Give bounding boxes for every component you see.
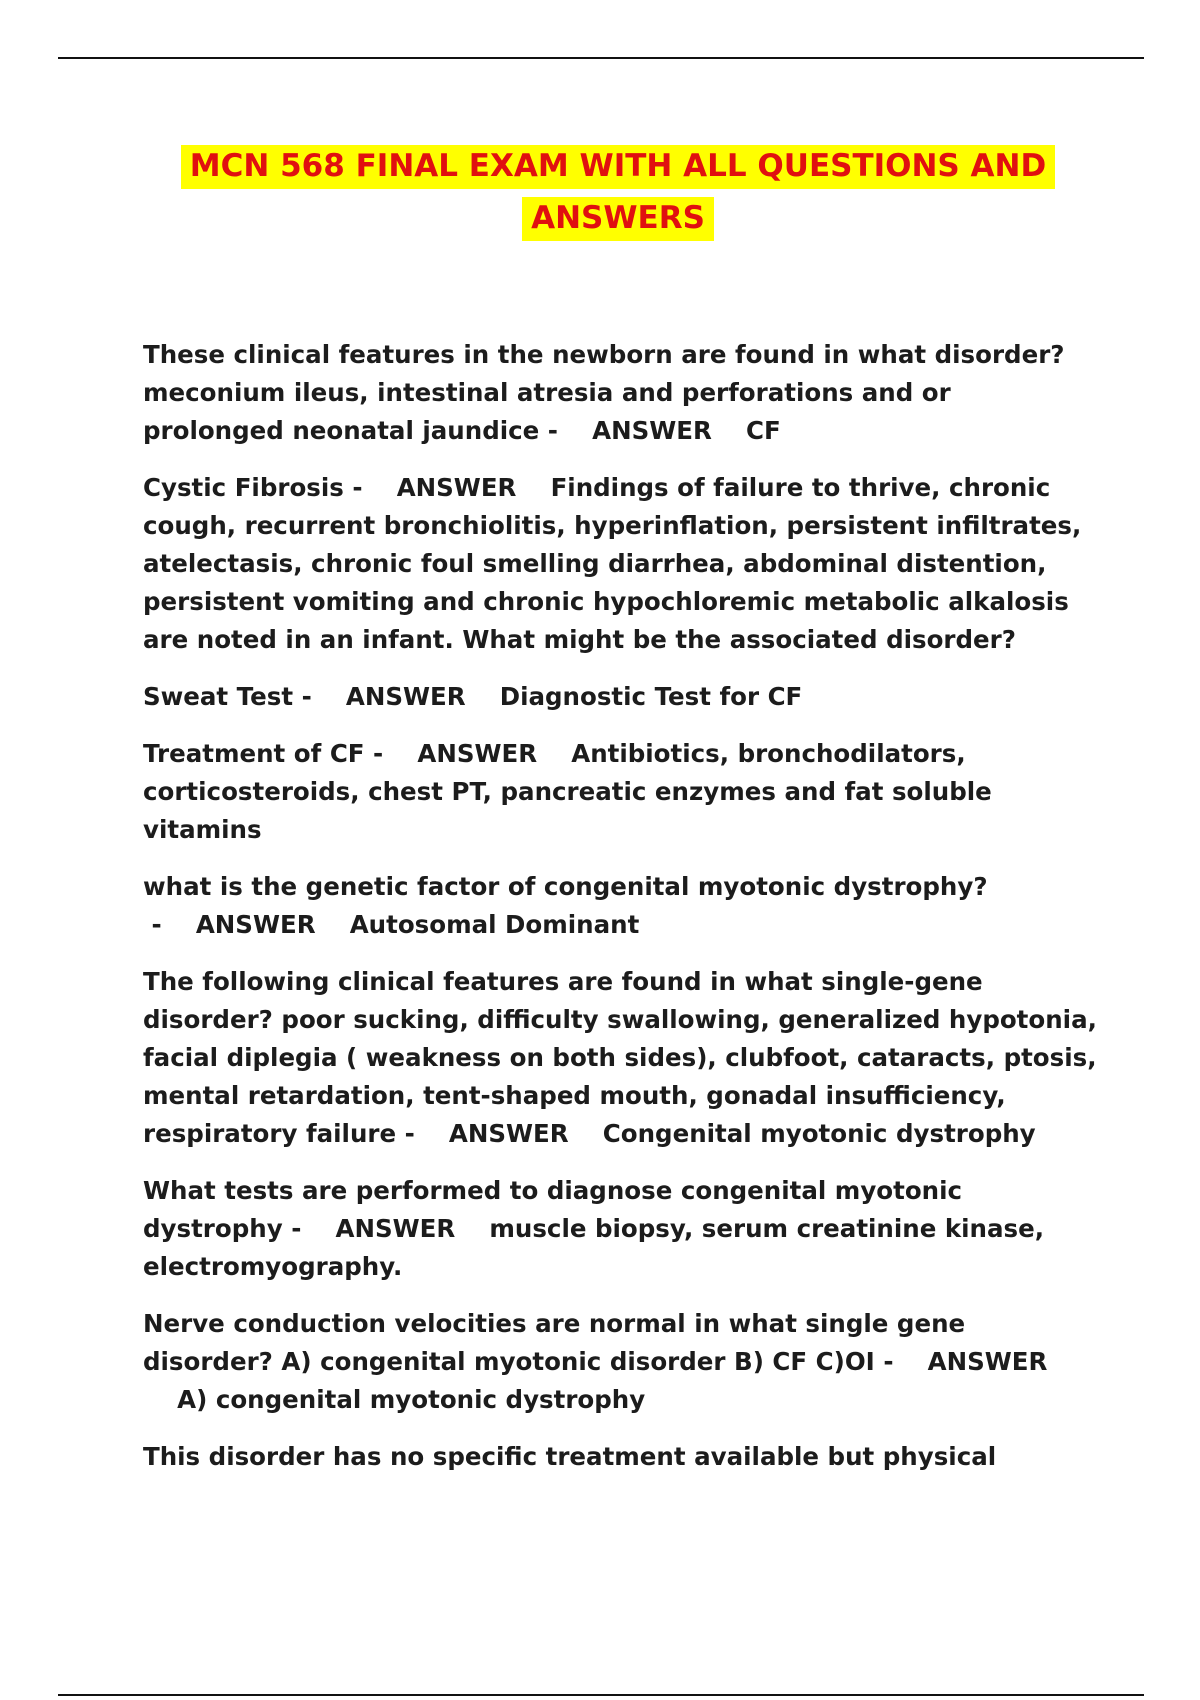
question-text: Nerve conduction velocities are normal in what single gene disorder? A) congenital myotonic disorder B) CF C)OI [143,1309,966,1376]
qa-entry: Nerve conduction velocities are normal in what single gene disorder? A) congenital myotonic disorder B) CF C)OI - ANSWER A) congenital myotonic dystrophy [143,1309,1048,1414]
answer-text: Congenital myotonic dystrophy [602,1119,1036,1148]
qa-list [143,336,1098,1495]
answer-text: Antibiotics, bronchodilators, corticosteroids, chest PT, pancreatic enzymes and fat soluble vitamins [143,739,992,844]
top-rule [58,57,1144,59]
question-text: The following clinical features are found in what single-gene disorder? poor sucking, difficulty swallowing, generalized hypotonia, facial diplegia ( weakness on both sides), clubfoot, cataracts, ptosis, mental retardation, tent-shaped mouth, gonadal insufficiency, respiratory failure [143,967,1097,1148]
answer-label: ANSWER [396,473,517,502]
title-line-1: MCN 568 FINAL EXAM WITH ALL QUESTIONS AND [181,145,1055,189]
title-line-2: ANSWERS [522,197,714,241]
answer-label: ANSWER [335,1214,456,1243]
answer-label: ANSWER [592,416,712,445]
question-text: Sweat Test [143,682,294,711]
qa-entry: What tests are performed to diagnose congenital myotonic dystrophy - ANSWER muscle biopsy, serum creatinine kinase, electromyography. [143,1176,1045,1281]
answer-text: muscle biopsy, serum creatinine kinase, electromyography. [143,1214,1045,1281]
question-text: These clinical features in the newborn are found in what disorder? meconium ileus, intestinal atresia and perforations and or prolonged neonatal jaundice [143,340,1065,445]
question-text: Cystic Fibrosis [143,473,344,502]
bottom-rule [58,1694,1144,1696]
answer-text: Autosomal Dominant [349,910,640,939]
trailing-paragraph: This disorder has no specific treatment available but physical [143,1442,997,1471]
question-text: What tests are performed to diagnose congenital myotonic dystrophy [143,1176,963,1243]
answer-text: CF [745,416,781,445]
qa-entry: Cystic Fibrosis - ANSWER Findings of failure to thrive, chronic cough, recurrent bronchiolitis, hyperinflation, persistent infiltrates, atelectasis, chronic foul smelling diarrhea, abdominal distention, persistent vomiting and chronic hypochloremic metabolic alkalosis are noted in an infant. What might be the associated disorder? [143,473,1082,654]
answer-text: Diagnostic Test for CF [499,682,803,711]
answer-label: ANSWER [417,739,538,768]
qa-entry: what is the genetic factor of congenital myotonic dystrophy? - ANSWER Autosomal Dominant [143,872,988,939]
question-text: what is the genetic factor of congenital myotonic dystrophy? [143,872,988,901]
answer-text: Findings of failure to thrive, chronic cough, recurrent bronchiolitis, hyperinflation, persistent infiltrates, atelectasis, chronic foul smelling diarrhea, abdominal distention, persistent vomiting and chronic hypochloremic metabolic alkalosis are noted in an infant. What might be the associated disorder? [143,473,1082,654]
qa-entry: The following clinical features are found in what single-gene disorder? poor sucking, difficulty swallowing, generalized hypotonia, facial diplegia ( weakness on both sides), clubfoot, cataracts, ptosis, mental retardation, tent-shaped mouth, gonadal insufficiency, respiratory failure - ANSWER Congenital myotonic dystrophy [143,967,1097,1148]
document-title [0,140,1200,244]
answer-label: ANSWER [345,682,466,711]
answer-label: ANSWER [927,1347,1048,1376]
qa-entry: These clinical features in the newborn are found in what disorder? meconium ileus, intestinal atresia and perforations and or prolonged neonatal jaundice - ANSWER CF [143,340,1065,445]
answer-label: ANSWER [195,910,316,939]
qa-entry: Sweat Test - ANSWER Diagnostic Test for CF [143,682,803,711]
answer-label: ANSWER [448,1119,569,1148]
qa-entry: Treatment of CF - ANSWER Antibiotics, bronchodilators, corticosteroids, chest PT, pancreatic enzymes and fat soluble vitamins [143,739,992,844]
answer-text: A) congenital myotonic dystrophy [177,1385,646,1414]
question-text: Treatment of CF [143,739,365,768]
